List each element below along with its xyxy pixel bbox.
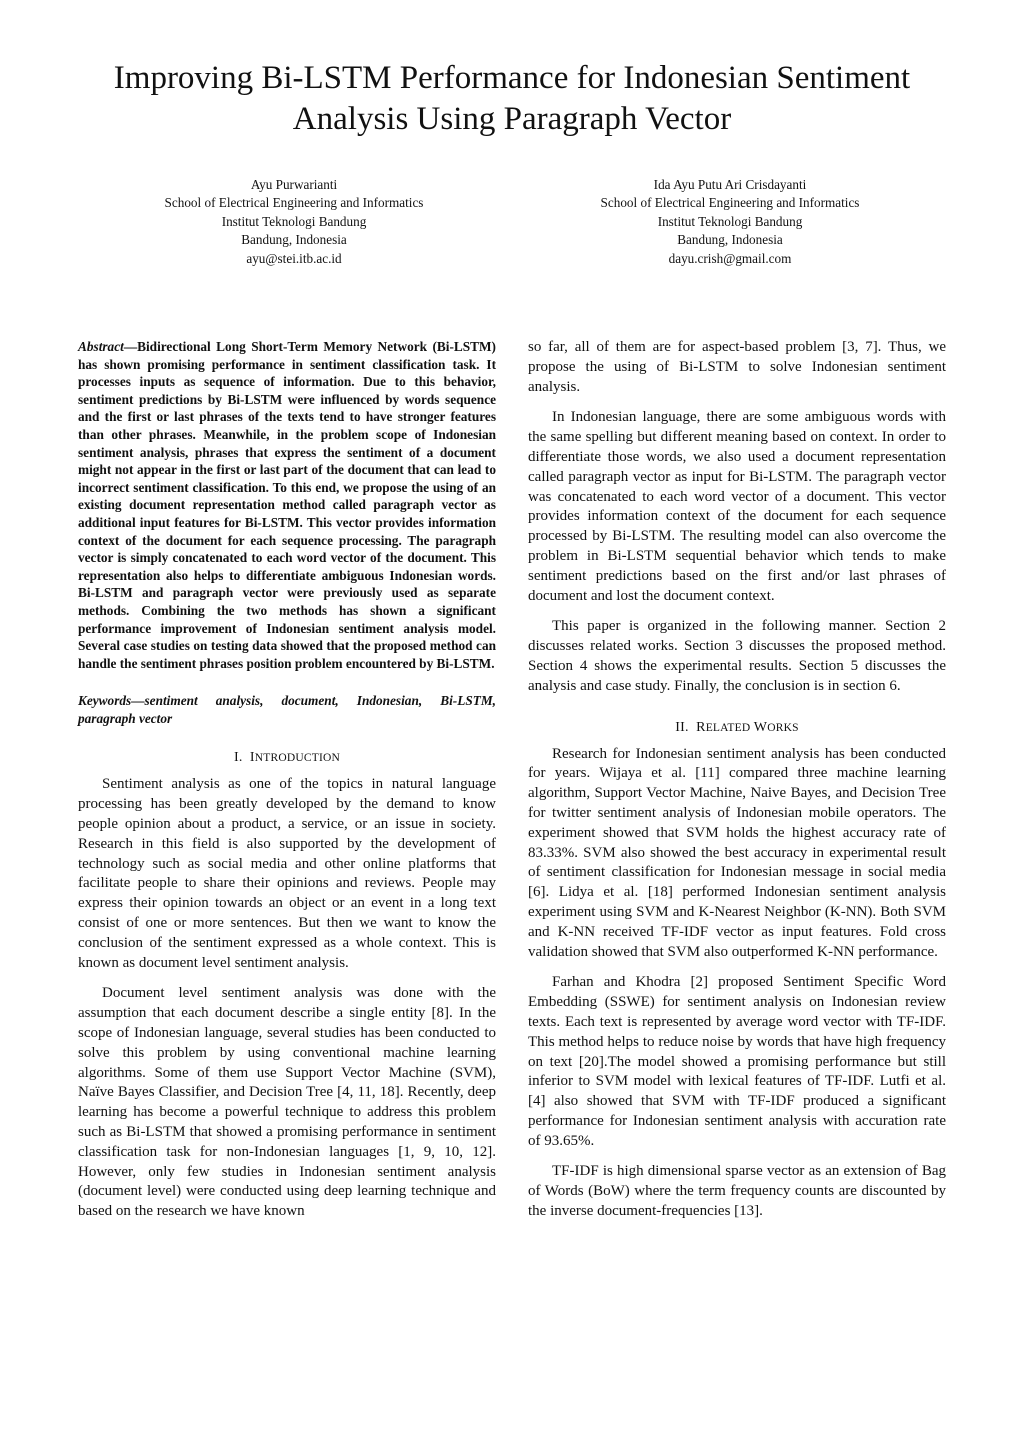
section-title-initial-2: W <box>753 719 768 735</box>
abstract <box>78 338 496 672</box>
keywords <box>78 692 496 727</box>
author-name: Ida Ayu Putu Ari Crisdayanti <box>653 177 807 192</box>
author-city: Bandung, Indonesia <box>677 232 783 248</box>
abstract-label: Abstract <box>78 339 124 354</box>
keywords-text: —sentiment analysis, document, Indonesian, Bi-LSTM, paragraph vector <box>78 693 496 726</box>
right-column <box>528 338 946 1222</box>
intro-paragraph-1: Sentiment analysis as one of the topics in natural language processing has been greatly developed by the demand to know people opinion about a product, a service, or an issue in society. Research in this field is also supported by the development of technology such as social media and other online platforms that facilitate people to share their opinions and reviews. People may express their opinion towards an object or an event in a long text consist of one or more sentences. But then we want to know the conclusion of the sentiment expressed as a whole context. This is known as document level sentiment analysis. <box>78 776 496 971</box>
paper-title <box>60 58 964 140</box>
keywords-label: Keywords <box>78 693 132 709</box>
section-title-initial: R <box>696 719 706 735</box>
related-paragraph-1: Research for Indonesian sentiment analysis has been conducted for years. Wijaya et al. [11] compared three machine learning algorithm, Support Vector Machine, Naive Bayes, and Decision Tree for twitter sentiment analysis of Indonesian mobile operators. The experiment showed that SVM holds the highest accuracy rate of 83.33%. SVM also showed the best accuracy in experimental result of sentiment classification for Indonesian message in social media [6]. Lidya et al. [18] performed Indonesian sentiment analysis experiment using SVM and K-Nearest Neighbor (K-NN). Both SVM and K-NN received TF-IDF vector as input features. Fold cross validation showed that SVM also outperformed K-NN performance. <box>528 745 946 960</box>
related-paragraph-3: TF-IDF is high dimensional sparse vector as an extension of Bag of Words (BoW) where the term frequency counts are discounted by the inverse document-frequencies [13]. <box>528 1163 946 1220</box>
author-name: Ayu Purwarianti <box>250 177 338 192</box>
abstract-dash: — <box>123 339 138 354</box>
author-school: School of Electrical Engineering and Informatics <box>600 195 860 211</box>
section-title-rest: NTRODUCTION <box>254 752 341 765</box>
author-city: Bandung, Indonesia <box>241 232 347 248</box>
author-block-1 <box>104 176 484 268</box>
intro-paragraph-4: In Indonesian language, there are some ambiguous words with the same spelling but different meaning based on context. In order to differentiate those words, we also used a document representation called paragraph vector as input for Bi-LSTM. The paragraph vector was concatenated to each word vector of a document. This vector provides information context of the document for each sequence processed by Bi-LSTM. The resulting model can also overcome the problem in Bi-LSTM sequential behavior which tends to make sentiment predictions based on the first and/or last phrases of document and lost the document context. <box>528 409 946 604</box>
intro-paragraph-3: so far, all of them are for aspect-based problem [3, 7]. Thus, we propose the using of Bi-LSTM to solve Indonesian sentiment analysis. <box>528 339 946 395</box>
author-institute: Institut Teknologi Bandung <box>221 213 367 229</box>
author-email: dayu.crish@gmail.com <box>668 250 792 266</box>
section-number: I. <box>233 750 243 766</box>
intro-paragraph-2: Document level sentiment analysis was done with the assumption that each document describe a single entity [8]. In the scope of Indonesian language, several studies has been conducted to solve this problem by using conventional machine learning algorithms. Some of them use Support Vector Machine (SVM), Naïve Bayes Classifier, and Decision Tree [4, 11, 18]. Recently, deep learning has become a powerful technique to address this problem such as Bi-LSTM that showed a promising performance in sentiment classification task for non-Indonesian languages [1, 9, 10, 12]. However, only few studies in Indonesian sentiment analysis (document level) were conducted using deep learning technique and based on the research we have known <box>78 985 496 1220</box>
left-column <box>78 338 496 1222</box>
section-title-rest-2: ORKS <box>767 721 799 734</box>
related-paragraph-2: Farhan and Khodra [2] proposed Sentiment Specific Word Embedding (SSWE) for sentiment analysis on Indonesian review texts. Each text is represented by average word vector with TF-IDF. This method helps to reduce noise by words that have high frequency on text [20].The model showed a promising performance but still inferior to SVM model with lexical features of TF-IDF. Lutfi et al. [4] also showed that SVM with TF-IDF produced a significant performance for Indonesian sentiment analysis with accuration rate of 93.65%. <box>528 974 946 1149</box>
author-email: ayu@stei.itb.ac.id <box>246 250 342 266</box>
intro-paragraph-5: This paper is organized in the following manner. Section 2 discusses related works. Section 3 discusses the proposed method. Section 4 shows the experimental results. Section 5 discusses the analysis and case study. Finally, the conclusion is in section 6. <box>528 618 946 694</box>
author-block-2 <box>540 176 920 268</box>
section-heading-related-works <box>528 719 946 737</box>
author-institute: Institut Teknologi Bandung <box>657 213 803 229</box>
title-line-2: Analysis Using Paragraph Vector <box>292 101 732 137</box>
section-title-rest: ELATED <box>705 721 751 734</box>
section-number: II. <box>675 719 689 735</box>
author-school: School of Electrical Engineering and Informatics <box>164 195 424 211</box>
title-line-1: Improving Bi-LSTM Performance for Indonesian Sentiment <box>113 60 911 96</box>
abstract-text: Bidirectional Long Short-Term Memory Network (Bi-LSTM) has shown promising performance in sentiment classification task. It processes inputs as sequence of information. Due to this behavior, sentiment predictions by Bi-LSTM were influenced by words sequence and the first or last phrases of the texts tend to have stronger features than other phrases. Meanwhile, in the problem scope of Indonesian sentiment analysis, phrases that express the sentiment of a document might not appear in the first or last part of the document that can lead to incorrect sentiment classification. To this end, we propose the using of an existing document representation method called paragraph vector as additional input features for Bi-LSTM. This vector provides information context of the document for each sequence processing. The paragraph vector is simply concatenated to each word vector of the document. This representation also helps to differentiate ambiguous Indonesian words. Bi-LSTM and paragraph vector were previously used as separate methods. Combining the two methods has shown a significant performance improvement of Indonesian sentiment analysis model. Several case studies on testing data showed that the proposed method can handle the sentiment phrases position problem encountered by Bi-LSTM. <box>78 339 496 671</box>
section-heading-introduction <box>78 749 496 767</box>
section-title-initial: I <box>249 750 255 766</box>
